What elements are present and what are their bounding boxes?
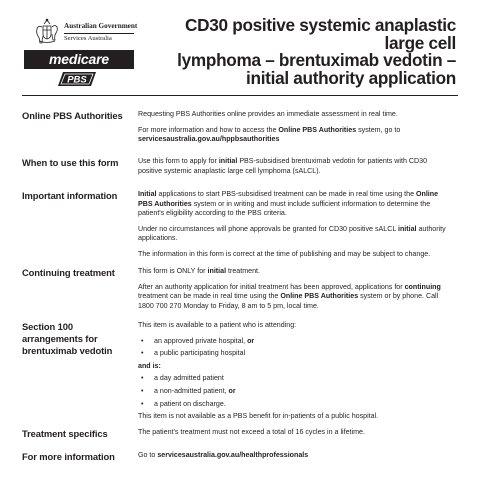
bold-text: or	[228, 386, 236, 395]
section-label: Treatment specifics	[22, 428, 108, 439]
text: authority applications.	[138, 224, 446, 243]
section-label: Important information	[22, 190, 118, 201]
paragraph	[138, 267, 450, 277]
pbs-logo-icon	[57, 71, 97, 87]
text: Go to	[138, 451, 158, 459]
bold-text: Online PBS Authorities	[280, 292, 359, 301]
list-item: • a patient on discharge.	[138, 400, 450, 410]
text: a non-admitted patient,	[154, 386, 229, 395]
text: PBS-subsidised brentuximab vedotin for patients with CD30 positive systemic anaplastic large cell lymphoma (sALCL).	[138, 157, 428, 175]
section-content	[138, 428, 450, 444]
divider	[64, 33, 134, 34]
section-label: When to use this form	[22, 157, 119, 168]
paragraph: This item is available to a patient who is attending:	[138, 321, 297, 329]
section-content	[138, 110, 450, 151]
text: treatment can be made in real time using the	[138, 292, 281, 301]
section-label: For more information	[22, 451, 115, 462]
paragraph	[138, 283, 450, 312]
paragraph	[138, 157, 450, 176]
authorities-link[interactable]: servicesaustralia.gov.au/hppbsauthorities	[138, 135, 280, 144]
text: system, go to	[356, 125, 401, 134]
header-divider	[22, 95, 458, 96]
bold-text: initial	[397, 224, 417, 233]
and-label: and is:	[138, 361, 161, 370]
title-line-1: CD30 positive systemic anaplastic large cell	[185, 15, 456, 53]
text: For more information and how to access the	[138, 125, 279, 134]
list-item: • a day admitted patient	[138, 374, 450, 384]
coat-of-arms-icon	[34, 17, 60, 47]
health-professionals-link[interactable]: servicesaustralia.gov.au/healthprofessionals	[157, 451, 309, 459]
bold-text: initial	[207, 267, 227, 275]
agency-name: Services Australia	[64, 35, 112, 42]
list-item	[138, 337, 450, 347]
paragraph	[138, 451, 450, 461]
medicare-logo: medicare	[24, 50, 134, 69]
text: Use this form to apply for	[138, 157, 219, 165]
section-label: Section 100 arrangements for brentuximab vedotin	[22, 321, 113, 356]
paragraph: Requesting PBS Authorities online provides an immediate assessment in real time.	[138, 110, 398, 118]
pbs-logo-text: PBS	[67, 74, 87, 86]
text: an approved private hospital,	[154, 336, 248, 345]
government-name: Australian Government	[64, 22, 138, 30]
text: Under no circumstances will phone approvals be granted for CD30 positive sALCL	[138, 224, 398, 233]
section-content	[138, 451, 450, 467]
bold-text: Online PBS Authorities	[138, 190, 439, 208]
bold-text: Initial	[138, 190, 157, 198]
paragraph: The information in this form is correct at the time of publishing and may be subject to change.	[138, 249, 431, 258]
text: system or by phone. Call 1800 700 270 Monday to Friday, 8 am to 5 pm, local time.	[138, 292, 439, 310]
section-content	[138, 321, 450, 428]
paragraph: This item is not available as a PBS benefit for in-patients of a public hospital.	[138, 412, 379, 421]
bold-text: continuing	[404, 282, 441, 291]
paragraph	[138, 190, 450, 219]
text: treatment.	[226, 267, 260, 275]
page-title	[156, 17, 456, 87]
section-content	[138, 157, 450, 182]
list-item	[138, 387, 450, 397]
bold-text: Online PBS Authorities	[278, 125, 357, 134]
text: applications to start PBS-subsidised treatment can be made in real time using the	[156, 190, 416, 198]
text: After an authority application for initial treatment has been approved, applications for	[138, 282, 405, 291]
section-label: Online PBS Authorities	[22, 110, 123, 121]
text: system or in writing and must include sufficient information to determine the patient's eligibility according to the PBS criteria.	[138, 199, 431, 218]
paragraph: The patient's treatment must not exceed a total of 16 cycles in a lifetime.	[138, 428, 365, 436]
section-label: Continuing treatment	[22, 267, 115, 278]
bullet-list	[138, 374, 450, 409]
paragraph	[138, 225, 450, 244]
government-branding	[34, 17, 138, 51]
section-content	[138, 267, 450, 317]
title-line-3: initial authority application	[246, 67, 456, 88]
section-content	[138, 190, 450, 266]
title-line-2: lymphoma – brentuximab vedotin –	[177, 50, 456, 70]
bold-text: initial	[218, 157, 238, 165]
bullet-list	[138, 337, 450, 359]
text: This form is ONLY for	[138, 267, 208, 275]
list-item: • a public participating hospital	[138, 349, 450, 359]
bold-text: or	[247, 336, 255, 345]
paragraph	[138, 126, 450, 145]
